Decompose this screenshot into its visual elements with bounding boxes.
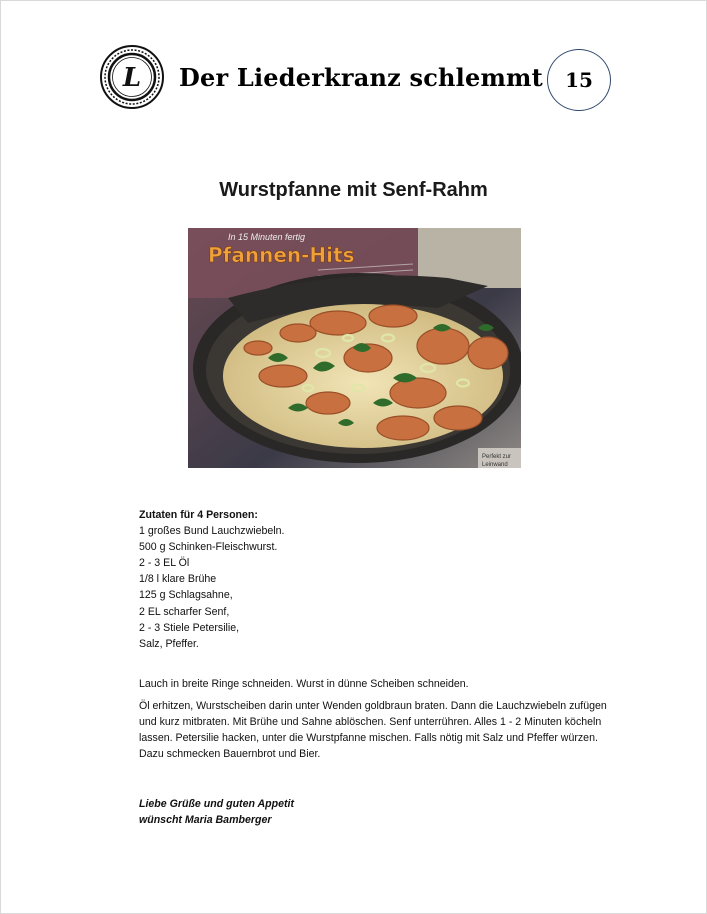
recipe-body [139, 507, 619, 828]
recipe-title: Wurstpfanne mit Senf-Rahm [219, 179, 488, 201]
corner-text-1: Perfekt zur [482, 454, 512, 460]
instruction-step: Lauch in breite Ringe schneiden. Wurst in dünne Scheiben schneiden. [139, 677, 469, 690]
header-title: Der Liederkranz schlemmt [179, 63, 543, 92]
ingredient-item: 1 großes Bund Lauchzwiebeln. [139, 525, 285, 538]
closing-line: Liebe Grüße und guten Appetit [139, 798, 294, 811]
instruction-step: Öl erhitzen, Wurstscheiben darin unter Wenden goldbraun braten. Dann die Lauchzwiebeln zufügen und kurz mitbraten. Mit Brühe und Sahne ablöschen. Senf unterrühren. Alles 1 - 2 Minuten köcheln lassen. Petersilie hacken, unter die Wurstpfanne mischen. Falls nötig mit Salz und Pfeffer würzen. Dazu schmecken Bauernbrot und Bier. [139, 699, 607, 761]
ingredient-item: 500 g Schinken-Fleischwurst. [139, 541, 278, 554]
ingredients-heading: Zutaten für 4 Personen: [139, 509, 258, 521]
page-number-badge: 15 [547, 49, 611, 111]
closing-signature: wünscht Maria Bamberger [139, 814, 272, 827]
ingredient-item: 2 EL scharfer Senf, [139, 605, 230, 618]
ingredient-item: 1/8 l klare Brühe [139, 573, 217, 586]
closing-greeting [139, 796, 619, 828]
ingredients-list [139, 523, 619, 652]
ingredient-item: 2 - 3 EL Öl [139, 557, 190, 570]
ingredient-item: 2 - 3 Stiele Petersilie, [139, 621, 240, 634]
magazine-title: Pfannen-Hits [208, 243, 355, 267]
liederkranz-logo [100, 45, 164, 109]
recipe-photo [188, 228, 521, 468]
corner-text-2: Leinwand [482, 462, 508, 468]
logo-letter: L [122, 63, 142, 93]
ingredient-item: Salz, Pfeffer. [139, 637, 199, 650]
magazine-subtitle: In 15 Minuten fertig [228, 232, 306, 242]
ingredient-item: 125 g Schlagsahne, [139, 589, 233, 602]
